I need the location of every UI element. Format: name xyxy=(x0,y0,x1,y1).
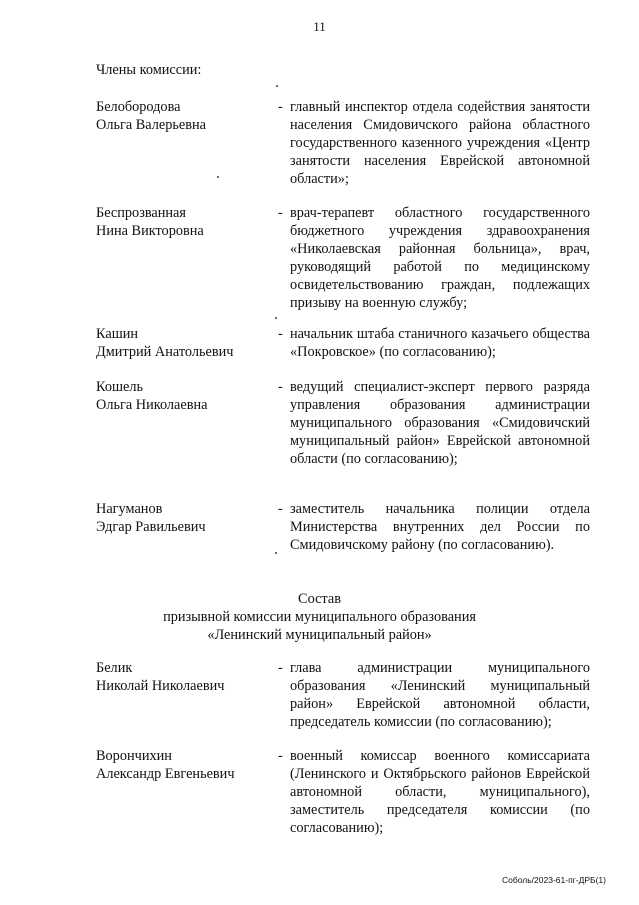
heading-line-1: Состав xyxy=(298,591,341,607)
member-name xyxy=(96,659,278,731)
scan-speck xyxy=(275,552,277,554)
member-given-name: Николай Николаевич xyxy=(96,678,225,694)
member-entry-voronchikhin xyxy=(96,747,590,837)
member-role: ведущий специалист-эксперт первого разряда управления образования администрации муниципального образования «Смидовичский муниципальный район» Еврейской автономной области (по согласованию); xyxy=(290,379,590,467)
member-name xyxy=(96,378,278,468)
member-name xyxy=(96,204,278,312)
member-entry-belik xyxy=(96,659,590,731)
member-role: главный инспектор отдела содействия занятости населения Смидовичского района областного государственного казенного учреждения «Центр занятости населения Еврейской автономной области»; xyxy=(290,99,590,187)
section-label-members: Члены комиссии: xyxy=(96,62,202,78)
entry-dash: - xyxy=(278,326,283,342)
member-entry-koshel xyxy=(96,378,590,468)
member-given-name: Ольга Николаевна xyxy=(96,397,208,413)
document-code: Соболь/2023-61-пг-ДРБ(1) xyxy=(502,875,606,885)
entry-dash: - xyxy=(278,501,283,517)
member-surname: Кошель xyxy=(96,379,143,395)
scan-speck xyxy=(275,317,277,319)
member-name xyxy=(96,98,278,188)
commission-heading xyxy=(0,590,639,644)
member-entry-beloborodova xyxy=(96,98,590,188)
member-role: военный комиссар военного комиссариата (Ленинского и Октябрьского районов Еврейской автономной области, муниципального), заместитель председателя комиссии (по согласованию); xyxy=(290,748,590,836)
member-name xyxy=(96,325,278,361)
heading-line-2: призывной комиссии муниципального образования xyxy=(163,609,476,625)
member-surname: Ворончихин xyxy=(96,748,172,764)
member-surname: Белик xyxy=(96,660,133,676)
member-given-name: Нина Викторовна xyxy=(96,223,204,239)
entry-dash: - xyxy=(278,99,283,115)
scan-speck xyxy=(276,85,278,87)
entry-dash: - xyxy=(278,205,283,221)
member-surname: Кашин xyxy=(96,326,139,342)
member-given-name: Ольга Валерьевна xyxy=(96,117,207,133)
member-role: заместитель начальника полиции отдела Министерства внутренних дел России по Смидовичскому району (по согласованию). xyxy=(290,501,590,553)
heading-line-3: «Ленинский муниципальный район» xyxy=(207,627,432,643)
member-role: начальник штаба станичного казачьего общества «Покровское» (по согласованию); xyxy=(290,326,590,360)
member-entry-besprozvannaya xyxy=(96,204,590,312)
member-role: врач-терапевт областного государственного бюджетного учреждения здравоохранения «Николаевская районная больница», врач, руководящий работой по медицинскому освидетельствованию граждан, подлежащих призыву на военную службу; xyxy=(290,205,590,311)
entry-dash: - xyxy=(278,660,283,676)
member-given-name: Александр Евгеньевич xyxy=(96,766,235,782)
member-role: глава администрации муниципального образования «Ленинский муниципальный район» Еврейской автономной области, председатель комиссии (по согласованию); xyxy=(290,660,590,730)
entry-dash: - xyxy=(278,379,283,395)
member-name xyxy=(96,500,278,554)
entry-dash: - xyxy=(278,748,283,764)
scan-speck xyxy=(217,176,219,178)
member-name xyxy=(96,747,278,837)
member-surname: Белобородова xyxy=(96,99,181,115)
member-given-name: Эдгар Равильевич xyxy=(96,519,206,535)
page-number: 11 xyxy=(313,19,326,34)
member-surname: Беспрозванная xyxy=(96,205,186,221)
member-given-name: Дмитрий Анатольевич xyxy=(96,344,234,360)
member-entry-nagumanov xyxy=(96,500,590,554)
member-surname: Нагуманов xyxy=(96,501,163,517)
member-entry-kashin xyxy=(96,325,590,361)
